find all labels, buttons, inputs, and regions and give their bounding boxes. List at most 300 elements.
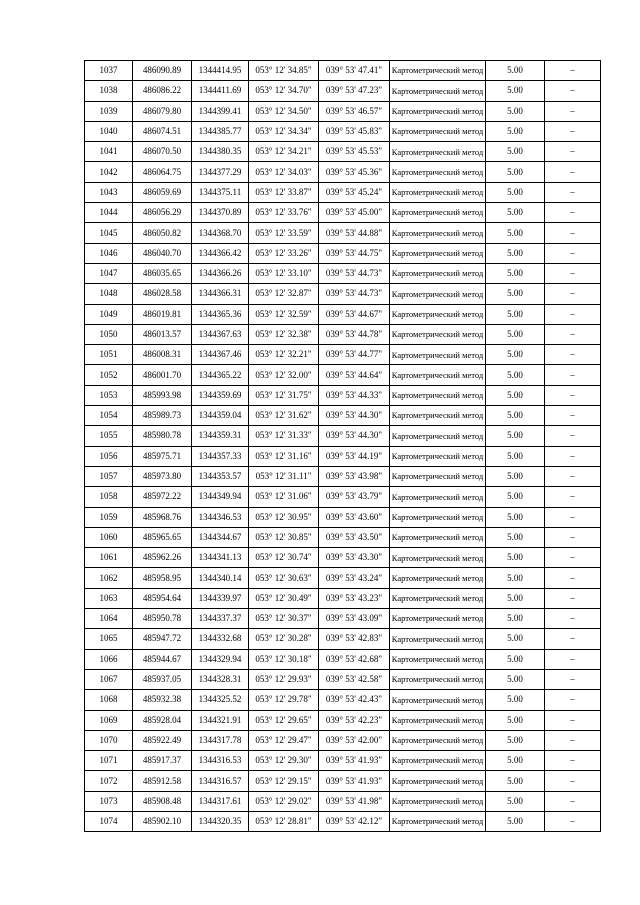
y-coordinate-cell: 1344325.52 bbox=[192, 690, 249, 710]
table-row bbox=[85, 649, 601, 669]
latitude-cell: 053° 12' 29.78" bbox=[249, 690, 319, 710]
longitude-cell: 039° 53' 41.93" bbox=[319, 751, 390, 771]
point-number-cell: 1059 bbox=[85, 507, 133, 527]
point-number-cell: 1048 bbox=[85, 284, 133, 304]
point-number-cell: 1043 bbox=[85, 182, 133, 202]
point-number-cell: 1072 bbox=[85, 771, 133, 791]
description-cell: – bbox=[545, 345, 601, 365]
point-number-cell: 1051 bbox=[85, 345, 133, 365]
x-coordinate-cell: 485917.37 bbox=[133, 751, 192, 771]
y-coordinate-cell: 1344359.69 bbox=[192, 385, 249, 405]
y-coordinate-cell: 1344414.95 bbox=[192, 61, 249, 81]
table-row bbox=[85, 548, 601, 568]
table-row bbox=[85, 669, 601, 689]
method-cell: Картометрический метод bbox=[390, 588, 486, 608]
description-cell: – bbox=[545, 548, 601, 568]
accuracy-cell: 5.00 bbox=[486, 61, 545, 81]
longitude-cell: 039° 53' 44.88" bbox=[319, 223, 390, 243]
latitude-cell: 053° 12' 29.93" bbox=[249, 669, 319, 689]
method-cell: Картометрический метод bbox=[390, 142, 486, 162]
coordinates-table bbox=[84, 60, 601, 832]
accuracy-cell: 5.00 bbox=[486, 365, 545, 385]
point-number-cell: 1042 bbox=[85, 162, 133, 182]
table-body bbox=[85, 61, 601, 832]
y-coordinate-cell: 1344366.26 bbox=[192, 263, 249, 283]
latitude-cell: 053° 12' 34.21" bbox=[249, 142, 319, 162]
accuracy-cell: 5.00 bbox=[486, 304, 545, 324]
table-row bbox=[85, 426, 601, 446]
x-coordinate-cell: 485947.72 bbox=[133, 629, 192, 649]
point-number-cell: 1060 bbox=[85, 527, 133, 547]
longitude-cell: 039° 53' 41.93" bbox=[319, 771, 390, 791]
method-cell: Картометрический метод bbox=[390, 304, 486, 324]
x-coordinate-cell: 485912.58 bbox=[133, 771, 192, 791]
longitude-cell: 039° 53' 44.73" bbox=[319, 284, 390, 304]
description-cell: – bbox=[545, 609, 601, 629]
y-coordinate-cell: 1344370.89 bbox=[192, 203, 249, 223]
table-row bbox=[85, 345, 601, 365]
longitude-cell: 039° 53' 42.00" bbox=[319, 730, 390, 750]
accuracy-cell: 5.00 bbox=[486, 243, 545, 263]
description-cell: – bbox=[545, 568, 601, 588]
y-coordinate-cell: 1344321.91 bbox=[192, 710, 249, 730]
method-cell: Картометрический метод bbox=[390, 771, 486, 791]
x-coordinate-cell: 485932.38 bbox=[133, 690, 192, 710]
method-cell: Картометрический метод bbox=[390, 710, 486, 730]
table-row bbox=[85, 182, 601, 202]
description-cell: – bbox=[545, 203, 601, 223]
point-number-cell: 1071 bbox=[85, 751, 133, 771]
description-cell: – bbox=[545, 527, 601, 547]
description-cell: – bbox=[545, 304, 601, 324]
point-number-cell: 1061 bbox=[85, 548, 133, 568]
x-coordinate-cell: 486079.80 bbox=[133, 101, 192, 121]
method-cell: Картометрический метод bbox=[390, 121, 486, 141]
y-coordinate-cell: 1344365.36 bbox=[192, 304, 249, 324]
longitude-cell: 039° 53' 44.19" bbox=[319, 446, 390, 466]
description-cell: – bbox=[545, 101, 601, 121]
description-cell: – bbox=[545, 487, 601, 507]
longitude-cell: 039° 53' 44.30" bbox=[319, 406, 390, 426]
y-coordinate-cell: 1344367.63 bbox=[192, 324, 249, 344]
y-coordinate-cell: 1344341.13 bbox=[192, 548, 249, 568]
point-number-cell: 1046 bbox=[85, 243, 133, 263]
latitude-cell: 053° 12' 31.75" bbox=[249, 385, 319, 405]
longitude-cell: 039° 53' 43.50" bbox=[319, 527, 390, 547]
longitude-cell: 039° 53' 45.24" bbox=[319, 182, 390, 202]
x-coordinate-cell: 485922.49 bbox=[133, 730, 192, 750]
point-number-cell: 1063 bbox=[85, 588, 133, 608]
table-row bbox=[85, 791, 601, 811]
method-cell: Картометрический метод bbox=[390, 466, 486, 486]
y-coordinate-cell: 1344317.61 bbox=[192, 791, 249, 811]
latitude-cell: 053° 12' 29.47" bbox=[249, 730, 319, 750]
accuracy-cell: 5.00 bbox=[486, 182, 545, 202]
latitude-cell: 053° 12' 30.49" bbox=[249, 588, 319, 608]
table-row bbox=[85, 609, 601, 629]
y-coordinate-cell: 1344316.57 bbox=[192, 771, 249, 791]
table-row bbox=[85, 243, 601, 263]
point-number-cell: 1039 bbox=[85, 101, 133, 121]
latitude-cell: 053° 12' 32.21" bbox=[249, 345, 319, 365]
description-cell: – bbox=[545, 81, 601, 101]
y-coordinate-cell: 1344366.31 bbox=[192, 284, 249, 304]
point-number-cell: 1047 bbox=[85, 263, 133, 283]
x-coordinate-cell: 485965.65 bbox=[133, 527, 192, 547]
table-row bbox=[85, 284, 601, 304]
accuracy-cell: 5.00 bbox=[486, 527, 545, 547]
accuracy-cell: 5.00 bbox=[486, 811, 545, 831]
method-cell: Картометрический метод bbox=[390, 203, 486, 223]
y-coordinate-cell: 1344380.35 bbox=[192, 142, 249, 162]
table-row bbox=[85, 162, 601, 182]
y-coordinate-cell: 1344346.53 bbox=[192, 507, 249, 527]
latitude-cell: 053° 12' 31.33" bbox=[249, 426, 319, 446]
description-cell: – bbox=[545, 385, 601, 405]
method-cell: Картометрический метод bbox=[390, 61, 486, 81]
latitude-cell: 053° 12' 32.59" bbox=[249, 304, 319, 324]
latitude-cell: 053° 12' 34.03" bbox=[249, 162, 319, 182]
table-row bbox=[85, 365, 601, 385]
table-row bbox=[85, 203, 601, 223]
x-coordinate-cell: 486013.57 bbox=[133, 324, 192, 344]
accuracy-cell: 5.00 bbox=[486, 690, 545, 710]
x-coordinate-cell: 486064.75 bbox=[133, 162, 192, 182]
latitude-cell: 053° 12' 31.62" bbox=[249, 406, 319, 426]
accuracy-cell: 5.00 bbox=[486, 142, 545, 162]
x-coordinate-cell: 485975.71 bbox=[133, 446, 192, 466]
table-row bbox=[85, 304, 601, 324]
table-row bbox=[85, 629, 601, 649]
accuracy-cell: 5.00 bbox=[486, 548, 545, 568]
point-number-cell: 1073 bbox=[85, 791, 133, 811]
point-number-cell: 1045 bbox=[85, 223, 133, 243]
point-number-cell: 1070 bbox=[85, 730, 133, 750]
description-cell: – bbox=[545, 121, 601, 141]
table-row bbox=[85, 61, 601, 81]
accuracy-cell: 5.00 bbox=[486, 223, 545, 243]
longitude-cell: 039° 53' 45.00" bbox=[319, 203, 390, 223]
point-number-cell: 1066 bbox=[85, 649, 133, 669]
point-number-cell: 1058 bbox=[85, 487, 133, 507]
x-coordinate-cell: 485972.22 bbox=[133, 487, 192, 507]
latitude-cell: 053° 12' 29.30" bbox=[249, 751, 319, 771]
description-cell: – bbox=[545, 61, 601, 81]
latitude-cell: 053° 12' 29.02" bbox=[249, 791, 319, 811]
description-cell: – bbox=[545, 710, 601, 730]
method-cell: Картометрический метод bbox=[390, 487, 486, 507]
table-row bbox=[85, 142, 601, 162]
x-coordinate-cell: 486028.58 bbox=[133, 284, 192, 304]
x-coordinate-cell: 485902.10 bbox=[133, 811, 192, 831]
latitude-cell: 053° 12' 33.76" bbox=[249, 203, 319, 223]
longitude-cell: 039° 53' 42.12" bbox=[319, 811, 390, 831]
method-cell: Картометрический метод bbox=[390, 791, 486, 811]
point-number-cell: 1037 bbox=[85, 61, 133, 81]
method-cell: Картометрический метод bbox=[390, 751, 486, 771]
description-cell: – bbox=[545, 365, 601, 385]
description-cell: – bbox=[545, 791, 601, 811]
description-cell: – bbox=[545, 243, 601, 263]
accuracy-cell: 5.00 bbox=[486, 710, 545, 730]
table-row bbox=[85, 324, 601, 344]
description-cell: – bbox=[545, 162, 601, 182]
y-coordinate-cell: 1344344.67 bbox=[192, 527, 249, 547]
method-cell: Картометрический метод bbox=[390, 162, 486, 182]
x-coordinate-cell: 486090.89 bbox=[133, 61, 192, 81]
y-coordinate-cell: 1344329.94 bbox=[192, 649, 249, 669]
accuracy-cell: 5.00 bbox=[486, 649, 545, 669]
longitude-cell: 039° 53' 41.98" bbox=[319, 791, 390, 811]
table-row bbox=[85, 527, 601, 547]
latitude-cell: 053° 12' 30.63" bbox=[249, 568, 319, 588]
longitude-cell: 039° 53' 43.24" bbox=[319, 568, 390, 588]
method-cell: Картометрический метод bbox=[390, 629, 486, 649]
x-coordinate-cell: 486086.22 bbox=[133, 81, 192, 101]
table-row bbox=[85, 446, 601, 466]
longitude-cell: 039° 53' 45.53" bbox=[319, 142, 390, 162]
description-cell: – bbox=[545, 629, 601, 649]
latitude-cell: 053° 12' 34.70" bbox=[249, 81, 319, 101]
description-cell: – bbox=[545, 730, 601, 750]
accuracy-cell: 5.00 bbox=[486, 609, 545, 629]
x-coordinate-cell: 486059.69 bbox=[133, 182, 192, 202]
latitude-cell: 053° 12' 30.74" bbox=[249, 548, 319, 568]
latitude-cell: 053° 12' 31.16" bbox=[249, 446, 319, 466]
x-coordinate-cell: 485937.05 bbox=[133, 669, 192, 689]
latitude-cell: 053° 12' 31.11" bbox=[249, 466, 319, 486]
method-cell: Картометрический метод bbox=[390, 730, 486, 750]
longitude-cell: 039° 53' 43.23" bbox=[319, 588, 390, 608]
longitude-cell: 039° 53' 43.98" bbox=[319, 466, 390, 486]
longitude-cell: 039° 53' 47.41" bbox=[319, 61, 390, 81]
longitude-cell: 039° 53' 42.43" bbox=[319, 690, 390, 710]
latitude-cell: 053° 12' 33.10" bbox=[249, 263, 319, 283]
y-coordinate-cell: 1344353.57 bbox=[192, 466, 249, 486]
accuracy-cell: 5.00 bbox=[486, 385, 545, 405]
point-number-cell: 1068 bbox=[85, 690, 133, 710]
x-coordinate-cell: 485993.98 bbox=[133, 385, 192, 405]
description-cell: – bbox=[545, 284, 601, 304]
accuracy-cell: 5.00 bbox=[486, 426, 545, 446]
point-number-cell: 1049 bbox=[85, 304, 133, 324]
longitude-cell: 039° 53' 44.64" bbox=[319, 365, 390, 385]
document-page bbox=[84, 60, 600, 832]
latitude-cell: 053° 12' 34.50" bbox=[249, 101, 319, 121]
method-cell: Картометрический метод bbox=[390, 365, 486, 385]
description-cell: – bbox=[545, 142, 601, 162]
description-cell: – bbox=[545, 507, 601, 527]
latitude-cell: 053° 12' 31.06" bbox=[249, 487, 319, 507]
table-row bbox=[85, 466, 601, 486]
method-cell: Картометрический метод bbox=[390, 568, 486, 588]
longitude-cell: 039° 53' 47.23" bbox=[319, 81, 390, 101]
x-coordinate-cell: 485989.73 bbox=[133, 406, 192, 426]
accuracy-cell: 5.00 bbox=[486, 101, 545, 121]
longitude-cell: 039° 53' 44.30" bbox=[319, 426, 390, 446]
longitude-cell: 039° 53' 44.67" bbox=[319, 304, 390, 324]
table-row bbox=[85, 690, 601, 710]
accuracy-cell: 5.00 bbox=[486, 324, 545, 344]
accuracy-cell: 5.00 bbox=[486, 446, 545, 466]
y-coordinate-cell: 1344385.77 bbox=[192, 121, 249, 141]
y-coordinate-cell: 1344366.42 bbox=[192, 243, 249, 263]
x-coordinate-cell: 485973.80 bbox=[133, 466, 192, 486]
accuracy-cell: 5.00 bbox=[486, 406, 545, 426]
method-cell: Картометрический метод bbox=[390, 324, 486, 344]
y-coordinate-cell: 1344340.14 bbox=[192, 568, 249, 588]
table-row bbox=[85, 811, 601, 831]
y-coordinate-cell: 1344316.53 bbox=[192, 751, 249, 771]
table-row bbox=[85, 710, 601, 730]
accuracy-cell: 5.00 bbox=[486, 669, 545, 689]
table-row bbox=[85, 588, 601, 608]
point-number-cell: 1064 bbox=[85, 609, 133, 629]
latitude-cell: 053° 12' 34.85" bbox=[249, 61, 319, 81]
accuracy-cell: 5.00 bbox=[486, 791, 545, 811]
x-coordinate-cell: 486008.31 bbox=[133, 345, 192, 365]
x-coordinate-cell: 485962.26 bbox=[133, 548, 192, 568]
x-coordinate-cell: 485954.64 bbox=[133, 588, 192, 608]
description-cell: – bbox=[545, 426, 601, 446]
y-coordinate-cell: 1344375.11 bbox=[192, 182, 249, 202]
x-coordinate-cell: 486019.81 bbox=[133, 304, 192, 324]
point-number-cell: 1062 bbox=[85, 568, 133, 588]
description-cell: – bbox=[545, 771, 601, 791]
y-coordinate-cell: 1344349.94 bbox=[192, 487, 249, 507]
point-number-cell: 1057 bbox=[85, 466, 133, 486]
x-coordinate-cell: 485928.04 bbox=[133, 710, 192, 730]
y-coordinate-cell: 1344365.22 bbox=[192, 365, 249, 385]
table-row bbox=[85, 730, 601, 750]
x-coordinate-cell: 486001.70 bbox=[133, 365, 192, 385]
description-cell: – bbox=[545, 669, 601, 689]
description-cell: – bbox=[545, 446, 601, 466]
x-coordinate-cell: 485980.78 bbox=[133, 426, 192, 446]
method-cell: Картометрический метод bbox=[390, 182, 486, 202]
latitude-cell: 053° 12' 33.59" bbox=[249, 223, 319, 243]
table-row bbox=[85, 263, 601, 283]
point-number-cell: 1069 bbox=[85, 710, 133, 730]
point-number-cell: 1050 bbox=[85, 324, 133, 344]
table-row bbox=[85, 101, 601, 121]
latitude-cell: 053° 12' 29.15" bbox=[249, 771, 319, 791]
latitude-cell: 053° 12' 30.37" bbox=[249, 609, 319, 629]
longitude-cell: 039° 53' 43.60" bbox=[319, 507, 390, 527]
point-number-cell: 1053 bbox=[85, 385, 133, 405]
method-cell: Картометрический метод bbox=[390, 811, 486, 831]
longitude-cell: 039° 53' 44.77" bbox=[319, 345, 390, 365]
point-number-cell: 1038 bbox=[85, 81, 133, 101]
longitude-cell: 039° 53' 42.23" bbox=[319, 710, 390, 730]
table-row bbox=[85, 751, 601, 771]
method-cell: Картометрический метод bbox=[390, 223, 486, 243]
y-coordinate-cell: 1344320.35 bbox=[192, 811, 249, 831]
method-cell: Картометрический метод bbox=[390, 284, 486, 304]
point-number-cell: 1054 bbox=[85, 406, 133, 426]
accuracy-cell: 5.00 bbox=[486, 730, 545, 750]
longitude-cell: 039° 53' 46.57" bbox=[319, 101, 390, 121]
description-cell: – bbox=[545, 649, 601, 669]
method-cell: Картометрический метод bbox=[390, 263, 486, 283]
latitude-cell: 053° 12' 30.28" bbox=[249, 629, 319, 649]
table-row bbox=[85, 771, 601, 791]
longitude-cell: 039° 53' 42.58" bbox=[319, 669, 390, 689]
description-cell: – bbox=[545, 588, 601, 608]
description-cell: – bbox=[545, 324, 601, 344]
method-cell: Картометрический метод bbox=[390, 81, 486, 101]
y-coordinate-cell: 1344328.31 bbox=[192, 669, 249, 689]
point-number-cell: 1052 bbox=[85, 365, 133, 385]
latitude-cell: 053° 12' 29.65" bbox=[249, 710, 319, 730]
table-row bbox=[85, 121, 601, 141]
method-cell: Картометрический метод bbox=[390, 669, 486, 689]
table-row bbox=[85, 507, 601, 527]
x-coordinate-cell: 486050.82 bbox=[133, 223, 192, 243]
longitude-cell: 039° 53' 44.78" bbox=[319, 324, 390, 344]
description-cell: – bbox=[545, 406, 601, 426]
y-coordinate-cell: 1344368.70 bbox=[192, 223, 249, 243]
longitude-cell: 039° 53' 44.33" bbox=[319, 385, 390, 405]
description-cell: – bbox=[545, 263, 601, 283]
accuracy-cell: 5.00 bbox=[486, 466, 545, 486]
method-cell: Картометрический метод bbox=[390, 406, 486, 426]
point-number-cell: 1067 bbox=[85, 669, 133, 689]
accuracy-cell: 5.00 bbox=[486, 507, 545, 527]
accuracy-cell: 5.00 bbox=[486, 121, 545, 141]
y-coordinate-cell: 1344359.31 bbox=[192, 426, 249, 446]
point-number-cell: 1041 bbox=[85, 142, 133, 162]
point-number-cell: 1044 bbox=[85, 203, 133, 223]
accuracy-cell: 5.00 bbox=[486, 263, 545, 283]
accuracy-cell: 5.00 bbox=[486, 568, 545, 588]
y-coordinate-cell: 1344399.41 bbox=[192, 101, 249, 121]
point-number-cell: 1065 bbox=[85, 629, 133, 649]
description-cell: – bbox=[545, 223, 601, 243]
point-number-cell: 1074 bbox=[85, 811, 133, 831]
x-coordinate-cell: 486035.65 bbox=[133, 263, 192, 283]
x-coordinate-cell: 486040.70 bbox=[133, 243, 192, 263]
longitude-cell: 039° 53' 42.68" bbox=[319, 649, 390, 669]
y-coordinate-cell: 1344377.29 bbox=[192, 162, 249, 182]
x-coordinate-cell: 486056.29 bbox=[133, 203, 192, 223]
method-cell: Картометрический метод bbox=[390, 385, 486, 405]
x-coordinate-cell: 485968.76 bbox=[133, 507, 192, 527]
method-cell: Картометрический метод bbox=[390, 426, 486, 446]
description-cell: – bbox=[545, 811, 601, 831]
latitude-cell: 053° 12' 32.87" bbox=[249, 284, 319, 304]
point-number-cell: 1040 bbox=[85, 121, 133, 141]
longitude-cell: 039° 53' 45.83" bbox=[319, 121, 390, 141]
method-cell: Картометрический метод bbox=[390, 446, 486, 466]
method-cell: Картометрический метод bbox=[390, 507, 486, 527]
table-row bbox=[85, 487, 601, 507]
description-cell: – bbox=[545, 690, 601, 710]
method-cell: Картометрический метод bbox=[390, 101, 486, 121]
accuracy-cell: 5.00 bbox=[486, 629, 545, 649]
latitude-cell: 053° 12' 33.26" bbox=[249, 243, 319, 263]
y-coordinate-cell: 1344357.33 bbox=[192, 446, 249, 466]
method-cell: Картометрический метод bbox=[390, 609, 486, 629]
latitude-cell: 053° 12' 34.34" bbox=[249, 121, 319, 141]
x-coordinate-cell: 485950.78 bbox=[133, 609, 192, 629]
y-coordinate-cell: 1344317.78 bbox=[192, 730, 249, 750]
x-coordinate-cell: 485958.95 bbox=[133, 568, 192, 588]
accuracy-cell: 5.00 bbox=[486, 751, 545, 771]
y-coordinate-cell: 1344337.37 bbox=[192, 609, 249, 629]
accuracy-cell: 5.00 bbox=[486, 487, 545, 507]
table-row bbox=[85, 223, 601, 243]
